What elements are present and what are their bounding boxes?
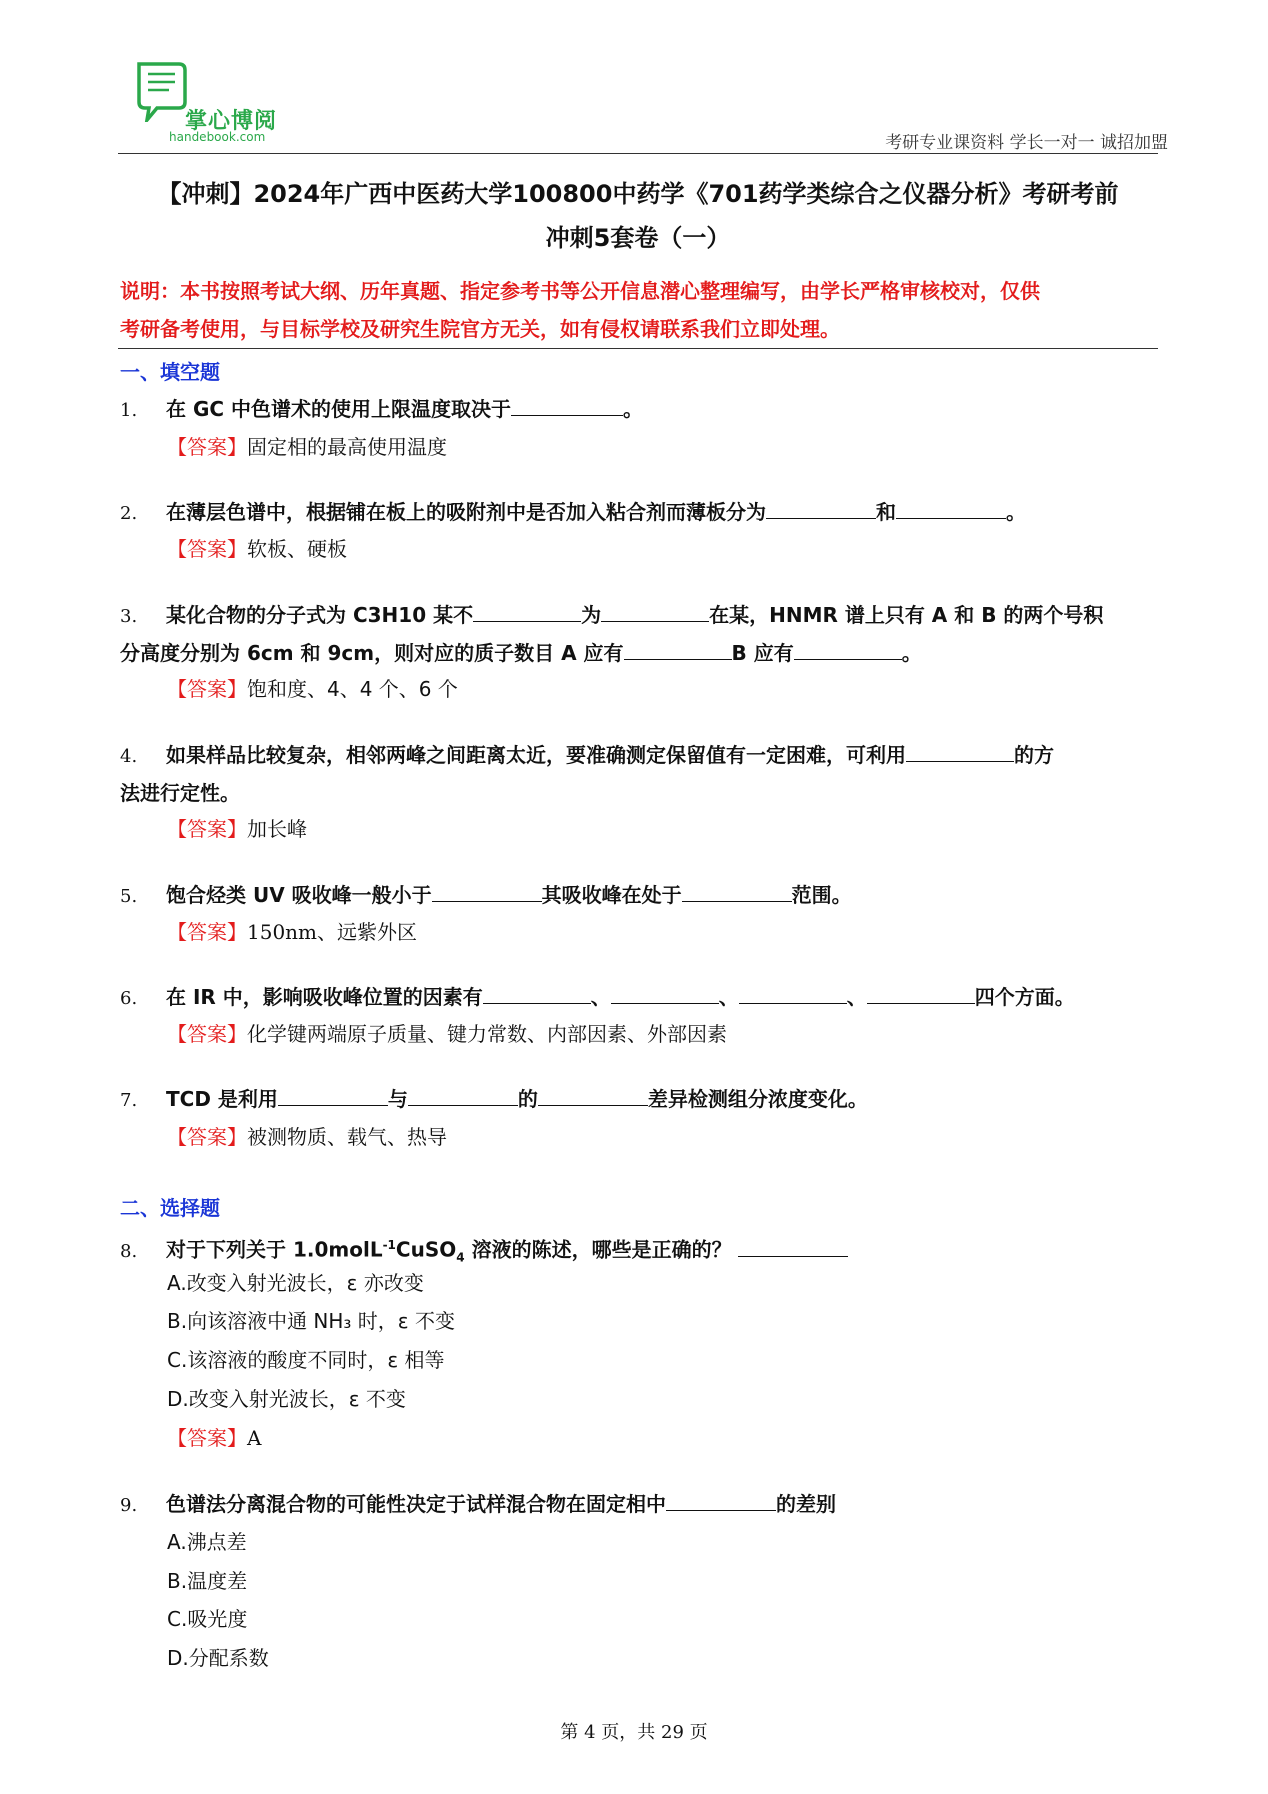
option-d: D.改变入射光波长，ε 不变: [167, 1387, 406, 1411]
question-text: 在 GC 中色谱术的使用上限温度取决于: [166, 397, 512, 421]
answer-text: 被测物质、载气、热导: [247, 1125, 447, 1149]
answer-8: [167, 1423, 261, 1453]
question-text: 范围。: [791, 883, 852, 907]
question-number: 7.: [120, 1090, 138, 1111]
question-text: 其吸收峰在处于: [541, 883, 682, 907]
answer-text: 固定相的最高使用温度: [247, 435, 447, 459]
answer-blank: [601, 603, 709, 622]
question-text: 与: [387, 1087, 408, 1111]
page-footer: 第 4 页，共 29 页: [560, 1722, 708, 1743]
question-3-continued: [120, 634, 1160, 672]
question-text: 如果样品比较复杂，相邻两峰之间距离太近，要准确测定保留值有一定困难，可利用: [166, 743, 906, 767]
question-text: 在 IR 中，影响吸收峰位置的因素有: [166, 985, 483, 1009]
question-text: 、: [718, 985, 739, 1009]
question-text: 分高度分别为 6cm 和 9cm，则对应的质子数目 A 应有: [120, 641, 624, 665]
header-divider: [118, 153, 1158, 154]
answer-blank: [766, 500, 876, 519]
answer-text: 加长峰: [247, 817, 307, 841]
title-line-1: 【冲刺】2024年广西中医药大学100800中药学《701药学类综合之仪器分析》考研考前: [157, 180, 1119, 208]
subscript: 4: [456, 1250, 465, 1265]
brand-logo: [135, 62, 285, 152]
document-title: [118, 172, 1158, 260]
question-text: 溶液的陈述，哪些是正确的？: [464, 1237, 732, 1262]
answer-tag: 【答案】: [167, 537, 247, 561]
question-5: [120, 876, 1160, 916]
answer-1: [167, 432, 447, 462]
answer-blank: [611, 985, 719, 1004]
question-text: 在某，HNMR 谱上只有 A 和 B 的两个号积: [709, 603, 1104, 627]
answer-blank: [473, 603, 581, 622]
question-number: 8.: [120, 1240, 138, 1262]
question-text: 、: [590, 985, 611, 1009]
question-3: [120, 596, 1160, 636]
question-text: 四个方面。: [974, 985, 1075, 1009]
section-heading-fill: 一、填空题: [120, 360, 220, 384]
question-text: B 应有: [731, 641, 794, 665]
answer-text: 150nm、远紫外区: [247, 920, 418, 944]
answer-blank: [867, 985, 975, 1004]
question-number: 9.: [120, 1495, 138, 1516]
option-a: A.沸点差: [167, 1530, 247, 1554]
answer-blank: [624, 641, 732, 660]
question-text: 色谱法分离混合物的可能性决定于试样混合物在固定相中: [166, 1492, 666, 1516]
answer-5: [167, 917, 417, 947]
answer-blank: [896, 500, 1006, 519]
question-number: 6.: [120, 988, 138, 1009]
question-text: 的: [517, 1087, 538, 1111]
question-text: 的差别: [776, 1492, 836, 1516]
question-number: 1.: [120, 400, 138, 421]
question-text: 。: [1006, 500, 1026, 524]
answer-3: [167, 674, 458, 704]
header-tagline: 考研专业课资料 学长一对一 诚招加盟: [885, 133, 1168, 153]
question-number: 3.: [120, 606, 138, 627]
question-2: [120, 493, 1160, 533]
question-4: [120, 736, 1160, 776]
option-b: B.温度差: [167, 1569, 248, 1593]
question-7: [120, 1080, 1160, 1120]
answer-tag: 【答案】: [167, 1125, 247, 1149]
answer-6: [167, 1019, 727, 1049]
question-text: 饱合烃类 UV 吸收峰一般小于: [166, 883, 432, 907]
answer-blank: [483, 985, 591, 1004]
answer-text: 化学键两端原子质量、键力常数、内部因素、外部因素: [247, 1022, 727, 1046]
answer-blank: [408, 1087, 518, 1106]
answer-7: [167, 1122, 447, 1152]
question-text: 。: [623, 397, 644, 421]
notice-divider: [118, 348, 1158, 349]
question-1: [120, 390, 1160, 430]
question-number: 4.: [120, 746, 138, 767]
answer-text: 饱和度、4、4 个、6 个: [247, 677, 458, 701]
title-line-2: 冲刺5套卷（一）: [545, 224, 731, 252]
answer-tag: 【答案】: [167, 1426, 247, 1450]
option-b: B.向该溶液中通 NH₃ 时，ε 不变: [167, 1309, 455, 1333]
answer-blank: [682, 883, 792, 902]
answer-blank: [278, 1087, 388, 1106]
answer-blank: [906, 743, 1014, 762]
question-text: 在薄层色谱中，根据铺在板上的吸附剂中是否加入粘合剂而薄板分为: [166, 500, 766, 524]
option-c: C.吸光度: [167, 1607, 248, 1631]
question-text: CuSO: [395, 1237, 457, 1262]
answer-2: [167, 534, 347, 564]
question-text: 、: [846, 985, 867, 1009]
question-text: 某化合物的分子式为 C3H10 某不: [166, 603, 474, 627]
option-d: D.分配系数: [167, 1646, 269, 1670]
answer-text: A: [247, 1426, 262, 1450]
question-number: 5.: [120, 886, 138, 907]
question-text: 为: [581, 603, 602, 627]
answer-tag: 【答案】: [167, 1022, 247, 1046]
logo-url: handebook.com: [169, 130, 266, 144]
answer-blank: [511, 397, 623, 416]
question-text: 和: [876, 500, 896, 524]
notice-line-1: 说明：本书按照考试大纲、历年真题、指定参考书等公开信息潜心整理编写，由学长严格审核校对，仅供: [120, 279, 1040, 303]
answer-tag: 【答案】: [167, 817, 247, 841]
answer-blank: [738, 1238, 848, 1257]
answer-tag: 【答案】: [167, 920, 247, 944]
question-text: 的方: [1014, 743, 1054, 767]
notice-line-2: 考研备考使用，与目标学校及研究生院官方无关，如有侵权请联系我们立即处理。: [120, 317, 840, 341]
question-text: TCD 是利用: [166, 1087, 278, 1111]
superscript: -1: [382, 1238, 396, 1252]
answer-text: 软板、硬板: [247, 537, 347, 561]
section-heading-choice: 二、选择题: [120, 1196, 220, 1220]
answer-4: [167, 814, 307, 844]
answer-blank: [739, 985, 847, 1004]
question-text: 法进行定性。: [120, 781, 240, 805]
question-text: 对于下列关于 1.0molL: [166, 1237, 383, 1262]
question-4-continued: [120, 774, 1160, 812]
answer-tag: 【答案】: [167, 677, 247, 701]
question-text: 差异检测组分浓度变化。: [647, 1087, 868, 1111]
question-text: 。: [901, 641, 922, 665]
answer-blank: [794, 641, 902, 660]
answer-blank: [666, 1492, 776, 1511]
question-9: [120, 1485, 1160, 1525]
option-a: A.改变入射光波长，ε 亦改变: [167, 1271, 424, 1295]
disclaimer-notice: [120, 272, 1160, 348]
question-number: 2.: [120, 503, 138, 524]
answer-blank: [432, 883, 542, 902]
option-c: C.该溶液的酸度不同时，ε 相等: [167, 1348, 445, 1372]
logo-text: 掌心博阅: [185, 109, 278, 134]
answer-tag: 【答案】: [167, 435, 247, 459]
answer-blank: [538, 1087, 648, 1106]
question-6: [120, 978, 1160, 1018]
